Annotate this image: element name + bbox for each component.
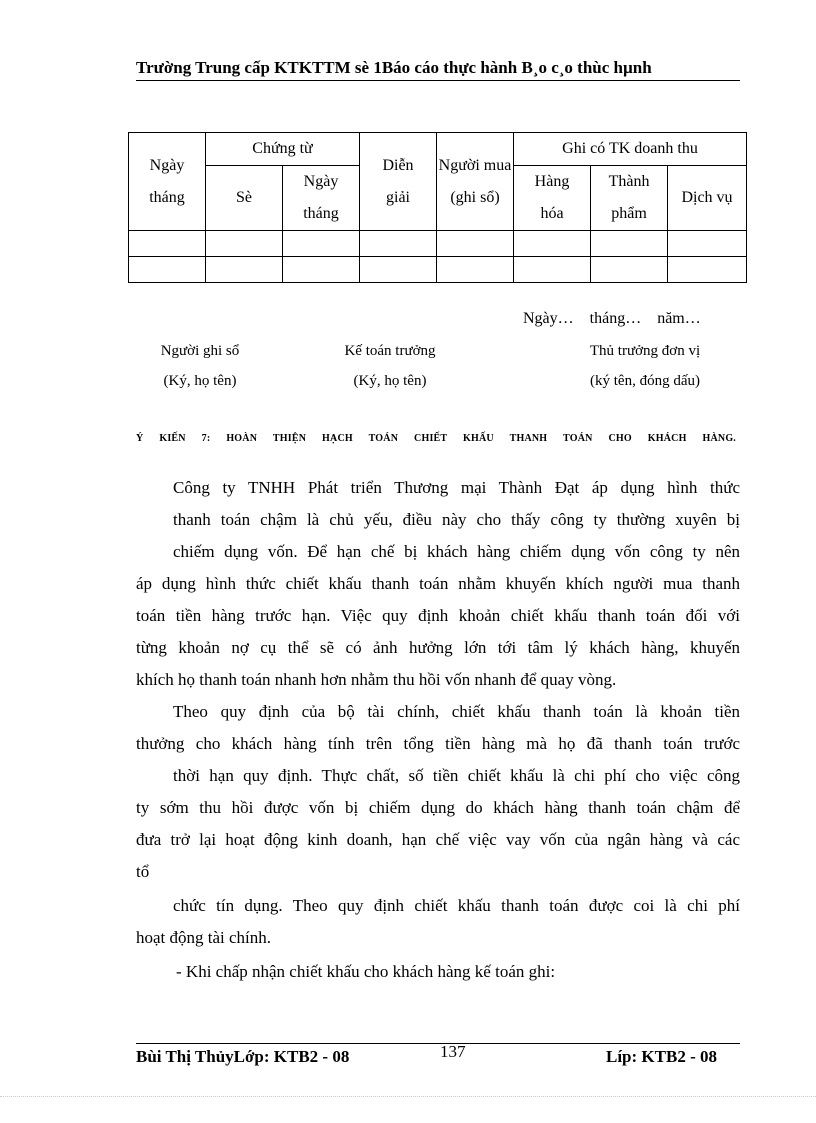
header-cell-buyer: Người mua (ghi sổ) — [437, 133, 514, 231]
opinion-heading: Ý KIẾN 7: HOÀN THIỆN HẠCH TOÁN CHIẾT KHẤU THANH TOÁN CHO KHÁCH HÀNG. — [136, 433, 736, 444]
header-rule — [136, 80, 740, 81]
body-line: - Khi chấp nhận chiết khấu cho khách hàng kế toán ghi: — [176, 962, 556, 981]
signature-recorder-note: (Ký, họ tên) — [163, 373, 237, 389]
body-line: chiếm dụng vốn. Để hạn chế bị khách hàng chiếm dụng vốn công ty nên — [173, 542, 740, 561]
signature-chief-accountant-title: Kế toán trưởng — [344, 343, 436, 359]
sales-ledger-table — [128, 132, 747, 283]
header-cell-voucher: Chứng từ — [206, 133, 360, 166]
signature-recorder-title: Người ghi sổ — [160, 343, 240, 359]
body-line: chức tín dụng. Theo quy định chiết khấu thanh toán được coi là chi phí — [173, 896, 740, 915]
footer-class: Líp: KTB2 - 08 — [606, 1047, 717, 1066]
body-line: Theo quy định của bộ tài chính, chiết khấu thanh toán là khoản tiền — [173, 702, 740, 721]
body-line: thời hạn quy định. Thực chất, số tiền chiết khấu là chi phí cho việc công — [173, 766, 740, 785]
body-line: tổ — [136, 862, 150, 881]
body-line: đưa trở lại hoạt động kinh doanh, hạn chế việc vay vốn của ngân hàng và các — [136, 830, 740, 849]
signature-chief-accountant-note: (Ký, họ tên) — [353, 373, 427, 389]
page-bottom-dotted-rule — [0, 1096, 816, 1097]
signature-director-title: Thủ trưởng đơn vị — [589, 343, 701, 359]
body-text — [136, 472, 740, 992]
header-cell-date: Ngày tháng — [129, 133, 206, 231]
header-cell-services: Dịch vụ — [668, 166, 747, 231]
footer-rule — [136, 1043, 740, 1044]
body-line: thanh toán chậm là chủ yếu, điều này cho thấy công ty thường xuyên bị — [173, 510, 740, 529]
body-line: từng khoản nợ cụ thể sẽ có ảnh hưởng lớn tới tâm lý khách hàng, khuyến — [136, 638, 740, 657]
body-line: toán tiền hàng trước hạn. Việc quy định khoản chiết khấu thanh toán đối với — [136, 606, 740, 625]
header-cell-products: Thành phẩm — [591, 166, 668, 231]
page-header: Trường Trung cấp KTKTTM sè 1Báo cáo thực hành B¸o c¸o thùc hµnh — [136, 58, 652, 77]
body-line: thưởng cho khách hàng tính trên tổng tiền hàng mà họ đã thanh toán trước — [136, 734, 740, 753]
header-cell-revenue-credit: Ghi có TK doanh thu — [514, 133, 747, 166]
body-line: Công ty TNHH Phát triển Thương mại Thành Đạt áp dụng hình thức — [173, 478, 740, 497]
body-line: khích họ thanh toán nhanh hơn nhằm thu hồi vốn nhanh để quay vòng. — [136, 670, 617, 689]
signature-date-line: Ngày… tháng… năm… — [523, 310, 701, 327]
table-row — [129, 231, 747, 257]
header-cell-description: Diễn giải — [360, 133, 437, 231]
body-line: ty sớm thu hồi được vốn bị chiếm dụng do khách hàng thanh toán chậm để — [136, 798, 740, 817]
page-number: 137 — [440, 1042, 466, 1061]
table-row — [129, 257, 747, 283]
signature-director-note: (ký tên, đóng dấu) — [590, 373, 700, 389]
header-cell-voucher-number: Sè — [206, 166, 283, 231]
header-cell-voucher-date: Ngày tháng — [283, 166, 360, 231]
footer-author-class: Bùi Thị ThủyLớp: KTB2 - 08 — [136, 1047, 350, 1066]
body-line: hoạt động tài chính. — [136, 928, 272, 947]
body-line: áp dụng hình thức chiết khấu thanh toán nhằm khuyến khích người mua thanh — [136, 574, 740, 593]
header-cell-goods: Hàng hóa — [514, 166, 591, 231]
